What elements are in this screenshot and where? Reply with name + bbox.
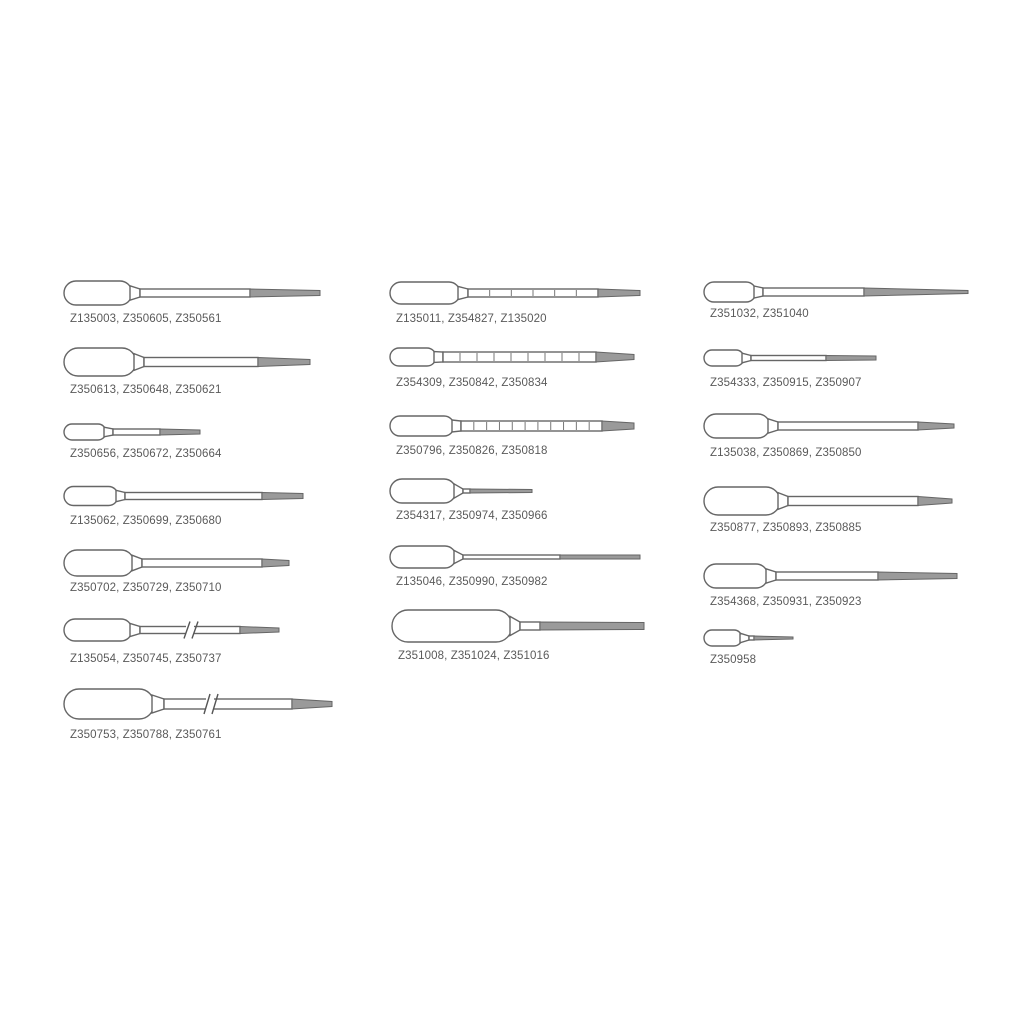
pipette-neck — [132, 555, 142, 571]
pipette-tip — [540, 622, 644, 630]
pipette-tip — [918, 422, 954, 430]
pipette-tip — [250, 289, 320, 297]
pipette-neck — [130, 286, 140, 300]
pipette-1 — [64, 281, 320, 305]
pipette-stem — [788, 497, 918, 506]
pipette-17 — [704, 487, 952, 515]
pipette-4 — [64, 487, 303, 506]
pipette-bulb — [392, 610, 512, 642]
pipette-bulb — [704, 350, 744, 366]
pipette-part-numbers: Z135062, Z350699, Z350680 — [70, 515, 222, 527]
pipette-13 — [392, 610, 644, 642]
pipette-tip — [826, 356, 876, 361]
pipette-tip — [258, 358, 310, 367]
pipette-bulb — [390, 479, 456, 503]
pipette-bulb — [64, 487, 118, 506]
pipette-bulb — [704, 487, 780, 515]
pipette-bulb — [64, 689, 154, 719]
pipette-neck — [434, 352, 443, 363]
pipette-part-numbers: Z354368, Z350931, Z350923 — [710, 596, 862, 608]
pipette-neck — [778, 493, 788, 510]
pipette-neck — [452, 420, 461, 432]
pipette-19 — [704, 630, 793, 646]
pipette-neck — [740, 633, 749, 643]
pipette-part-numbers: Z351008, Z351024, Z351016 — [398, 650, 550, 662]
pipette-stem — [461, 421, 602, 431]
pipette-tip — [292, 699, 332, 709]
pipette-stem — [463, 489, 470, 493]
pipette-12 — [390, 546, 640, 568]
pipette-part-numbers: Z135011, Z354827, Z135020 — [396, 313, 547, 325]
pipette-stem — [142, 559, 262, 567]
pipette-tip — [596, 352, 634, 362]
pipette-tip — [470, 489, 532, 493]
pipette-stem — [113, 429, 160, 435]
pipette-part-numbers: Z135003, Z350605, Z350561 — [70, 313, 222, 325]
pipette-stem — [125, 493, 262, 500]
pipette-part-numbers: Z354333, Z350915, Z350907 — [710, 377, 862, 389]
pipette-bulb — [704, 564, 768, 588]
pipette-stem — [144, 358, 258, 367]
pipette-tip — [240, 627, 279, 634]
pipette-bulb — [704, 630, 742, 646]
pipette-part-numbers: Z350613, Z350648, Z350621 — [70, 384, 222, 396]
pipette-neck — [454, 550, 463, 563]
pipette-16 — [704, 414, 954, 438]
pipette-tip — [262, 493, 303, 500]
pipette-bulb — [390, 282, 460, 304]
pipette-part-numbers: Z135038, Z350869, Z350850 — [710, 447, 862, 459]
pipette-tip — [160, 429, 200, 435]
pipette-bulb — [64, 619, 132, 641]
pipette-5 — [64, 550, 289, 576]
pipette-2 — [64, 348, 310, 376]
pipette-part-numbers: Z351032, Z351040 — [710, 308, 809, 320]
pipette-bulb — [704, 414, 770, 438]
pipette-bulb — [390, 348, 436, 366]
pipette-bulb — [64, 550, 134, 576]
pipette-stem — [520, 622, 540, 630]
pipette-part-numbers: Z350702, Z350729, Z350710 — [70, 582, 222, 594]
pipette-stem — [463, 555, 560, 559]
pipette-bulb — [704, 282, 756, 302]
pipette-bulb — [64, 424, 106, 440]
pipette-tip — [754, 636, 793, 640]
pipette-neck — [152, 695, 164, 713]
pipette-neck — [742, 353, 751, 363]
pipette-part-numbers: Z354317, Z350974, Z350966 — [396, 510, 548, 522]
pipette-neck — [130, 623, 140, 636]
pipette-stem — [763, 288, 864, 296]
pipette-14 — [704, 282, 968, 302]
pipette-stem — [164, 699, 292, 709]
pipette-part-numbers: Z350958 — [710, 654, 757, 666]
pipette-stem — [443, 352, 596, 362]
pipette-11 — [390, 479, 532, 503]
pipette-neck — [768, 419, 778, 433]
pipette-tip — [262, 559, 289, 567]
pipette-part-numbers: Z354309, Z350842, Z350834 — [396, 377, 548, 389]
pipette-stem — [751, 356, 826, 361]
pipette-tip — [602, 421, 634, 431]
pipette-tip — [918, 497, 952, 506]
pipette-bulb — [64, 281, 132, 305]
pipette-part-numbers: Z350796, Z350826, Z350818 — [396, 445, 548, 457]
pipette-part-numbers: Z350877, Z350893, Z350885 — [710, 522, 862, 534]
pipette-neck — [766, 569, 776, 583]
pipette-bulb — [390, 546, 456, 568]
pipette-neck — [454, 484, 463, 498]
pipette-neck — [754, 286, 763, 298]
pipette-bulb — [64, 348, 136, 376]
pipette-10 — [390, 416, 634, 436]
pipette-9 — [390, 348, 634, 366]
pipette-part-numbers: Z350753, Z350788, Z350761 — [70, 729, 222, 741]
pipette-3 — [64, 424, 200, 440]
pipette-neck — [510, 616, 520, 635]
pipette-tip — [878, 572, 957, 580]
pipette-neck — [134, 354, 144, 371]
pipette-part-numbers: Z135054, Z350745, Z350737 — [70, 653, 222, 665]
pipette-stem — [140, 289, 250, 297]
pipette-tip — [560, 555, 640, 559]
pipette-neck — [458, 286, 468, 299]
pipette-part-numbers: Z350656, Z350672, Z350664 — [70, 448, 222, 460]
pipette-15 — [704, 350, 876, 366]
pipette-tip — [864, 288, 968, 296]
pipette-stem — [749, 636, 754, 640]
pipette-7 — [64, 689, 332, 719]
pipette-6 — [64, 619, 279, 641]
pipette-neck — [104, 427, 113, 437]
pipette-stem — [778, 422, 918, 430]
pipette-18 — [704, 564, 957, 588]
pipette-part-numbers: Z135046, Z350990, Z350982 — [396, 576, 548, 588]
pipette-stem — [776, 572, 878, 580]
pipette-8 — [390, 282, 640, 304]
pipette-tip — [598, 289, 640, 297]
pipette-bulb — [390, 416, 454, 436]
pipette-neck — [116, 490, 125, 501]
